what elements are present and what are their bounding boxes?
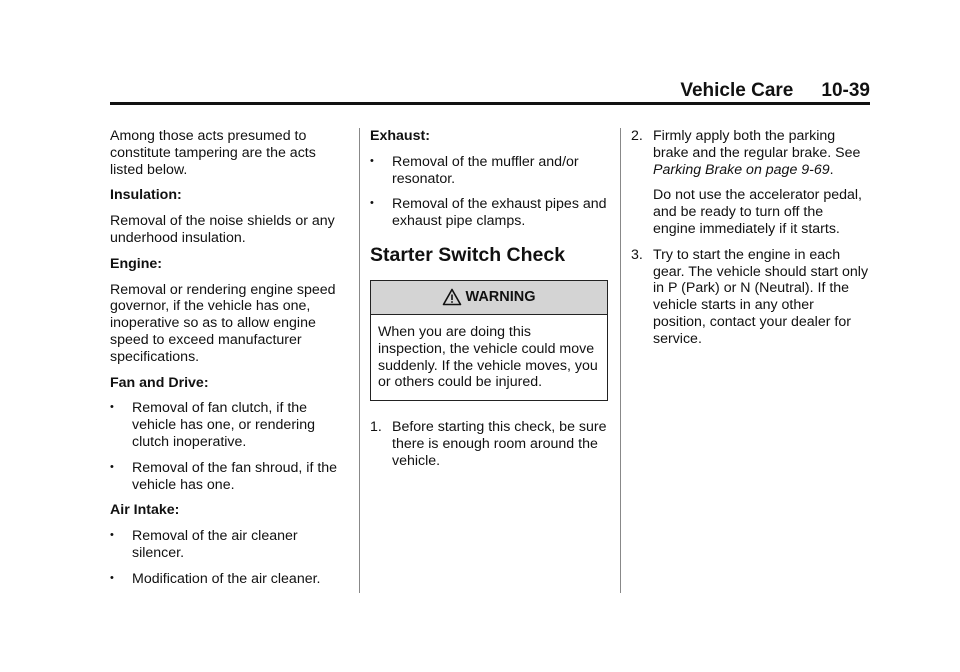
- bullet-icon: •: [110, 529, 114, 542]
- list-item: [110, 571, 348, 588]
- warning-label: WARNING: [465, 288, 536, 305]
- step-text: [653, 128, 869, 178]
- column-2: [370, 128, 608, 479]
- step-number: 1.: [370, 419, 382, 436]
- warning-box: [370, 280, 608, 401]
- page-number: 10-39: [821, 80, 870, 101]
- step-text-main: Firmly apply both the parking brake and the regular brake. See: [653, 128, 861, 161]
- bullet-icon: •: [110, 571, 114, 584]
- engine-text: Removal or rendering engine speed governor, if the vehicle has one, inoperative so as to allow engine speed to exceed manufacturer specifications.: [110, 281, 336, 365]
- list-item-text: Modification of the air cleaner.: [132, 570, 321, 587]
- bullet-icon: •: [370, 197, 374, 210]
- list-item: [110, 528, 348, 562]
- section-name: Vehicle Care: [680, 80, 794, 101]
- insulation-text: Removal of the noise shields or any underhood insulation.: [110, 213, 335, 246]
- list-item: [370, 196, 608, 230]
- step-3: [631, 247, 869, 348]
- list-item-text: Removal of the muffler and/or resonator.: [392, 153, 579, 187]
- column-divider-2: [620, 128, 621, 593]
- list-item-text: Removal of the exhaust pipes and exhaust pipe clamps.: [392, 196, 607, 230]
- bullet-icon: •: [370, 154, 374, 167]
- step-1: [370, 419, 608, 469]
- column-1: [110, 128, 348, 597]
- list-item: [110, 460, 348, 494]
- list-item-text: Removal of the fan shroud, if the vehicle has one.: [132, 459, 338, 493]
- warning-text: When you are doing this inspection, the vehicle could move suddenly. If the vehicle moves, you or others could be injured.: [378, 323, 598, 391]
- step-body: [653, 128, 869, 238]
- cross-reference-link[interactable]: Parking Brake on page 9-69: [653, 161, 830, 178]
- step-2: [631, 128, 869, 238]
- step-text-end: .: [829, 161, 834, 178]
- insulation-heading: Insulation:: [110, 187, 182, 204]
- warning-header: [371, 281, 607, 315]
- list-item-text: Removal of fan clutch, if the vehicle has one, or rendering clutch inoperative.: [132, 400, 315, 450]
- header-rule: [110, 102, 870, 105]
- list-item: [110, 400, 348, 450]
- air-intake-heading: Air Intake:: [110, 502, 180, 519]
- step-text: Try to start the engine in each gear. The vehicle should start only in P (Park) or N (Neutral). If the vehicle starts in any other position, contact your dealer for service.: [653, 246, 869, 347]
- list-item: [370, 154, 608, 188]
- engine-heading: Engine:: [110, 255, 163, 272]
- section-title: Starter Switch Check: [370, 243, 566, 266]
- bullet-icon: •: [110, 460, 114, 473]
- step-number: 2.: [631, 128, 643, 144]
- step-note: Do not use the accelerator pedal, and be ready to turn off the engine immediately if it starts.: [653, 187, 863, 237]
- exhaust-heading: Exhaust:: [370, 128, 430, 144]
- warning-triangle-icon: [442, 288, 462, 306]
- intro-text: Among those acts presumed to constitute tampering are the acts listed below.: [110, 128, 316, 178]
- page-header: [680, 80, 870, 102]
- column-3: [631, 128, 869, 357]
- step-text: Before starting this check, be sure there is enough room around the vehicle.: [392, 419, 607, 469]
- step-number: 3.: [631, 246, 643, 263]
- list-item-text: Removal of the air cleaner silencer.: [132, 528, 298, 561]
- fan-heading: Fan and Drive:: [110, 374, 209, 391]
- column-divider-1: [359, 128, 360, 593]
- bullet-icon: •: [110, 401, 114, 414]
